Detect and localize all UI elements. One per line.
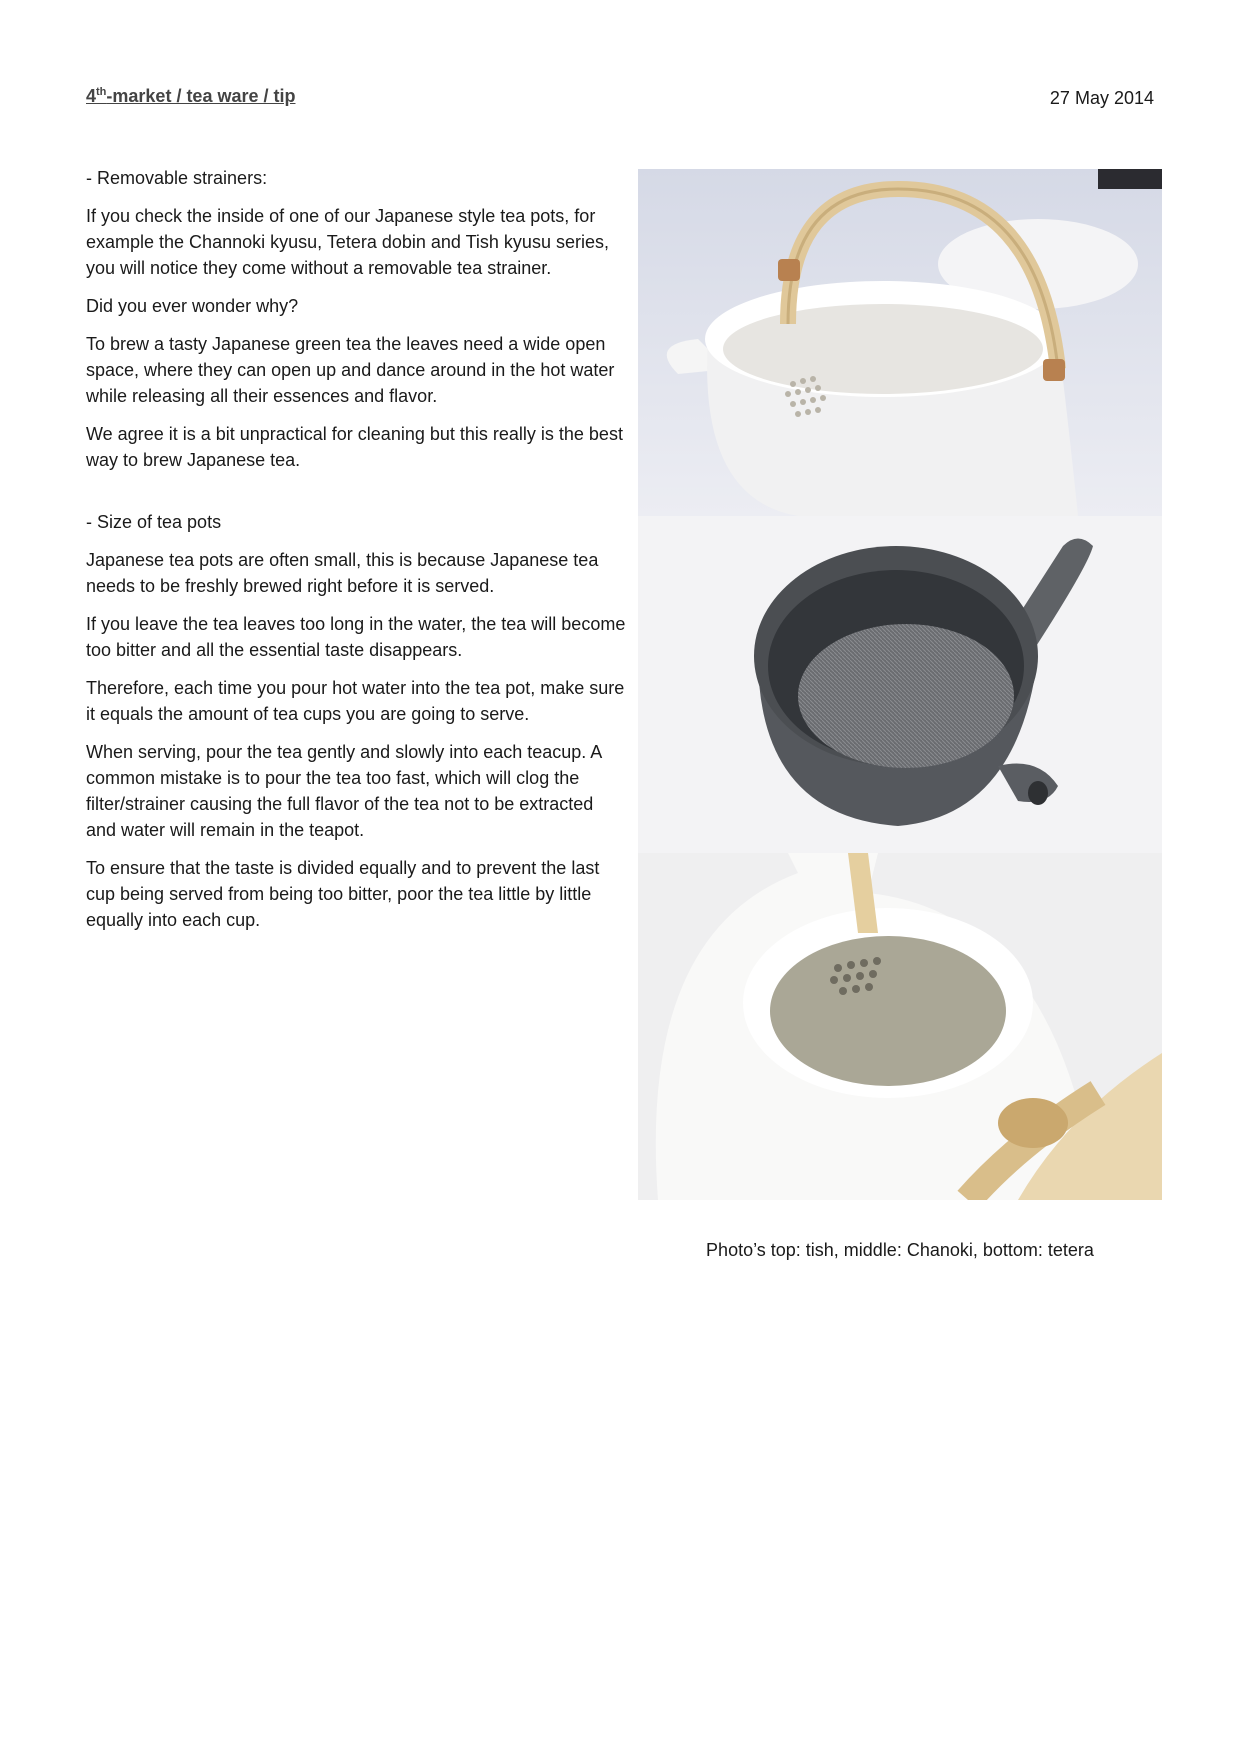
paragraph: Therefore, each time you pour hot water into the tea pot, make sure it equals the amount of tea cups you are going to serve. [86,678,625,724]
title-superscript: th [96,86,107,98]
title-prefix: 4 [86,86,97,106]
paragraph: If you leave the tea leaves too long in the water, the tea will become too bitter and all the essential taste disappears. [86,614,626,660]
photo-caption: Photo’s top: tish, middle: Chanoki, bottom: tetera [706,1240,1094,1260]
paragraph: Did you ever wonder why? [86,296,299,316]
photo-chanoki-teapot [638,516,1162,853]
photo-tish-teapot [638,169,1162,516]
paragraph: If you check the inside of one of our Japanese style tea pots, for example the Channoki kyusu, Tetera dobin and Tish kyusu series, you will notice they come without a removable tea strainer. [86,206,609,278]
paragraph: We agree it is a bit unpractical for cleaning but this really is the best way to brew Japanese tea. [86,424,623,470]
section-heading-strainers: - Removable strainers: [86,168,268,188]
document-date: 27 May 2014 [1049,88,1154,108]
document-title [86,86,295,107]
article-body [86,165,626,945]
paragraph: Japanese tea pots are often small, this is because Japanese tea needs to be freshly brewed right before it is served. [86,550,599,596]
photo-tetera-teapot [638,853,1162,1200]
section-heading-size: - Size of tea pots [86,512,222,532]
section-spacer [86,485,626,509]
paragraph: To ensure that the taste is divided equally and to prevent the last cup being served from being too bitter, poor the tea little by little equally into each cup. [86,858,600,930]
paragraph: To brew a tasty Japanese green tea the leaves need a wide open space, where they can open up and dance around in the hot water while releasing all their essences and flavor. [86,334,615,406]
paragraph: When serving, pour the tea gently and slowly into each teacup. A common mistake is to pour the tea too fast, which will clog the filter/strainer causing the full flavor of the tea not to be extracted and water will remain in the teapot. [86,742,602,840]
title-rest: -market / tea ware / tip [106,86,296,106]
